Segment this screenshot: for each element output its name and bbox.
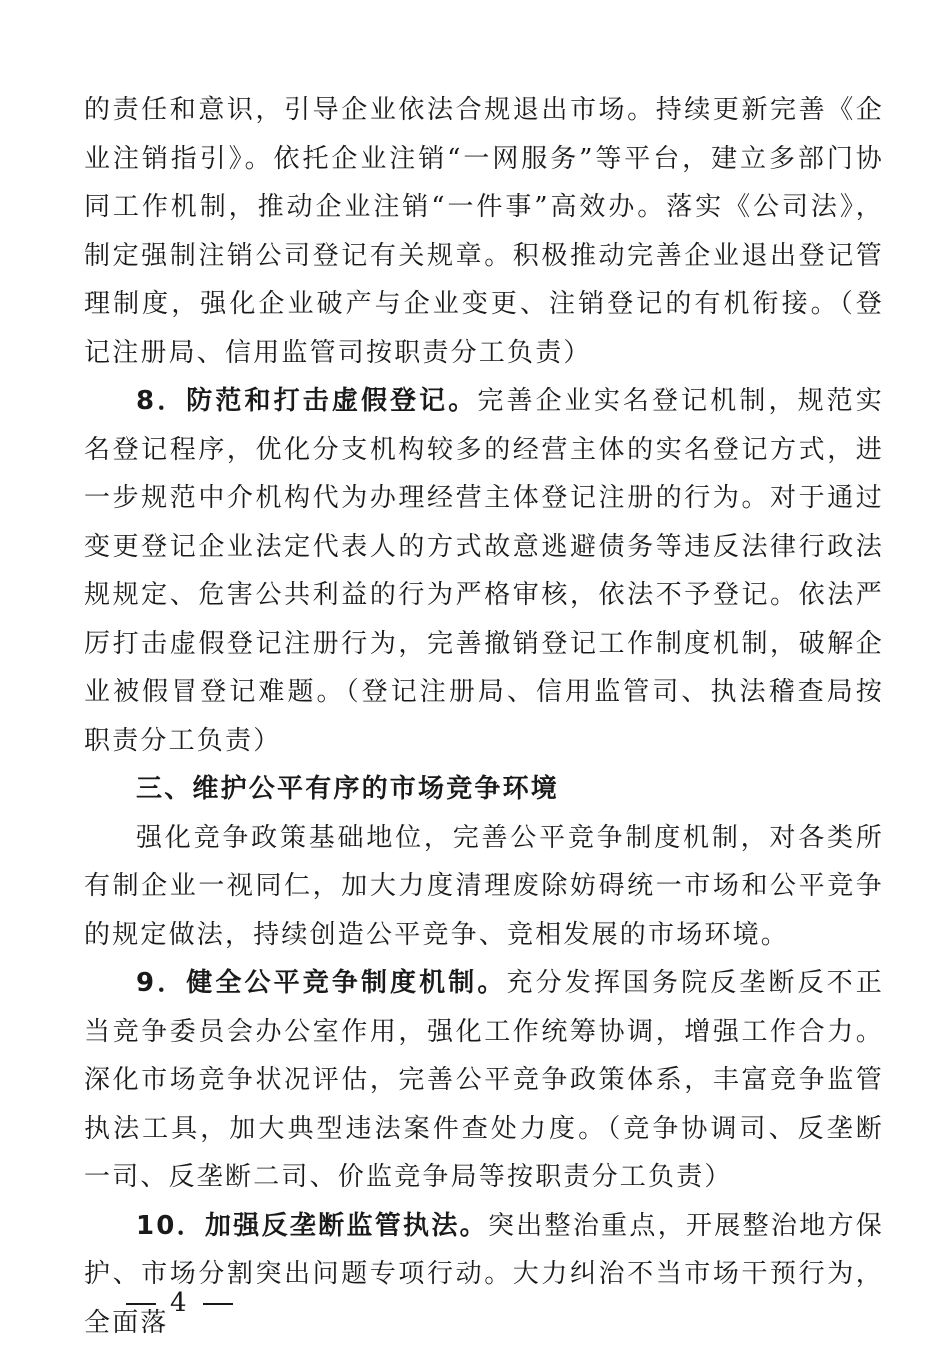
item-10-title: 10．加强反垄断监管执法。 [136,1210,488,1241]
item-9-body: 充分发挥国务院反垄断反不正当竞争委员会办公室作用，强化工作统筹协调，增强工作合力。深化市场竞争状况评估，完善公平竞争政策体系，丰富竞争监管执法工具，加大典型违法案件查处力度。（竞争协调司、反垄断一司、反垄断二司、价监竞争局等按职责分工负责） [84,968,884,1192]
footer-dash-right [203,1303,233,1305]
page-number: 4 [170,1288,189,1318]
paragraph-false-registration [84,377,884,765]
item-10-body: 突出整治重点，开展整治地方保护、市场分割突出问题专项行动。大力纠治不当市场干预行为，全面落 [84,1210,884,1338]
page-footer [112,1288,247,1318]
paragraph-antitrust [84,1202,884,1348]
paragraph-enterprise-exit: 的责任和意识，引导企业依法合规退出市场。持续更新完善《企业注销指引》。依托企业注销“一网服务”等平台，建立多部门协同工作机制，推动企业注销“一件事”高效办。落实《公司法》，制定强制注销公司登记有关规章。积极推动完善企业退出登记管理制度，强化企业破产与企业变更、注销登记的有机衔接。（登记注册局、信用监管司按职责分工负责） [84,95,884,368]
footer-dash-left [126,1303,156,1305]
paragraph-competition-policy: 强化竞争政策基础地位，完善公平竞争制度机制，对各类所有制企业一视同仁，加大力度清理废除妨碍统一市场和公平竞争的规定做法，持续创造公平竞争、竞相发展的市场环境。 [84,822,884,950]
paragraph-fair-competition [84,959,884,1202]
item-8-title: 8．防范和打击虚假登记。 [136,386,478,416]
item-9-title: 9．健全公平竞争制度机制。 [136,968,507,998]
document-page [84,86,884,1347]
section-heading-3: 三、维护公平有序的市场竞争环境 [136,774,560,804]
item-8-body: 完善企业实名登记机制，规范实名登记程序，优化分支机构较多的经营主体的实名登记方式，进一步规范中介机构代为办理经营主体登记注册的行为。对于通过变更登记企业法定代表人的方式故意逃避债务等违反法律行政法规规定、危害公共利益的行为严格审核，依法不予登记。依法严厉打击虚假登记注册行为，完善撤销登记工作制度机制，破解企业被假冒登记难题。（登记注册局、信用监管司、执法稽查局按职责分工负责） [84,386,884,756]
